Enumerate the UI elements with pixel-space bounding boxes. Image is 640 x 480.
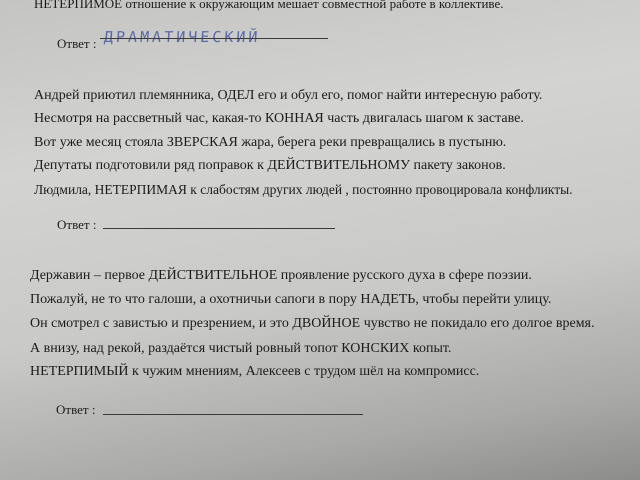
answer-field[interactable] [103,414,363,415]
text-line: Несмотря на рассветный час, какая-то КОННАЯ часть двигалась шагом к заставе. [34,111,524,126]
text-line: Вот уже месяц стояла ЗВЕРСКАЯ жара, берега реки превращались в пустыню. [34,135,507,150]
text-line: Он смотрел с завистью и презрением, и это ДВОЙНОЕ чувство не покидало его долгое время. [30,316,595,331]
text-line: А внизу, над рекой, раздаётся чистый ровный топот КОНСКИХ копыт. [30,341,452,356]
text-line: Людмила, НЕТЕРПИМАЯ к слабостям других людей , постоянно провоцировала конфликты. [34,182,573,197]
text-line: Пожалуй, не то что галоши, а охотничьи сапоги в пору НАДЕТЬ, чтобы перейти улицу. [30,292,552,307]
handwritten-answer: ДРАМАТИЧЕСКИЙ [103,28,262,46]
text-line: Депутаты подготовили ряд поправок к ДЕЙСТВИТЕЛЬНОМУ пакету законов. [34,158,506,173]
answer-label: Ответ : [56,402,96,417]
text-line: Андрей приютил племянника, ОДЕЛ его и обул его, помог найти интересную работу. [34,88,543,103]
text-line: НЕТЕРПИМЫЙ к чужим мнениям, Алексеев с трудом шёл на компромисс. [30,364,480,379]
answer-field[interactable] [103,228,335,229]
text-line: НЕТЕРПИМОЕ отношение к окружающим мешает совместной работе в коллективе. [34,0,504,11]
answer-label: Ответ : [57,217,97,232]
text-line: Державин – первое ДЕЙСТВИТЕЛЬНОЕ проявление русского духа в сфере поэзии. [30,268,532,283]
answer-field[interactable] [100,38,328,39]
answer-label: Ответ : [57,36,97,51]
